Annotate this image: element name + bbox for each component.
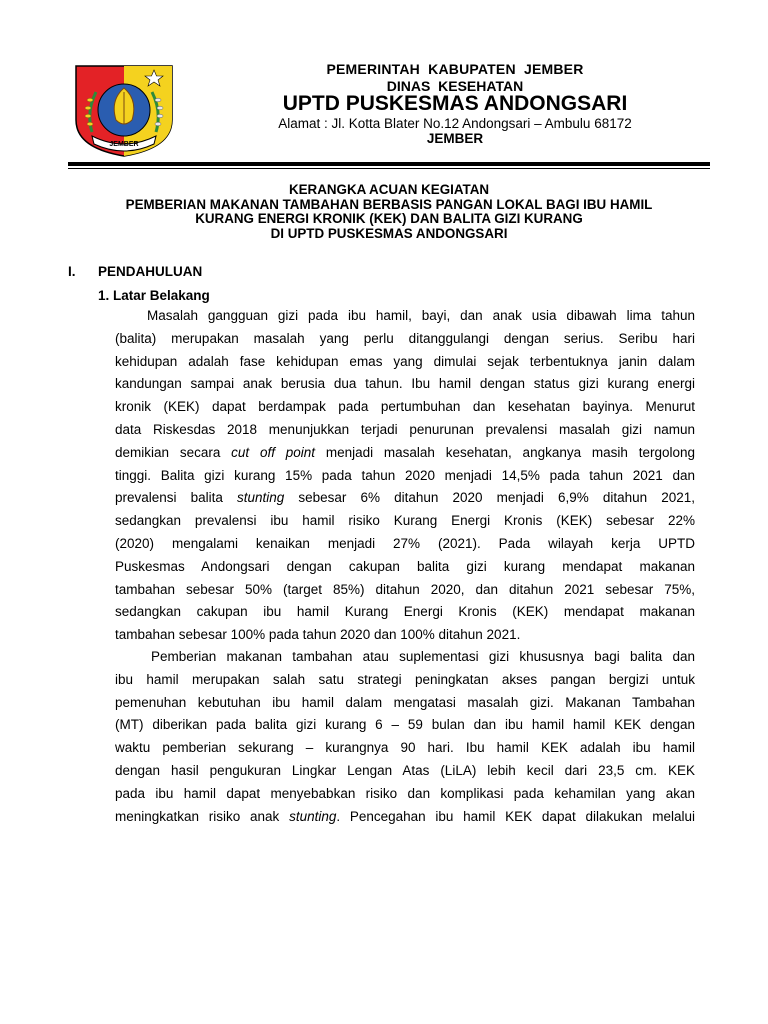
italic-term: stunting — [289, 808, 337, 824]
text-line: tambahan sebesar 50% (target 85%) ditahun 2020, dan ditahun 2021 sebesar 75%, — [115, 581, 695, 597]
text-line: Masalah gangguan gizi pada ibu hamil, bayi, dan anak usia dibawah lima tahun — [147, 308, 695, 323]
text-line: (2020) mengalami kenaikan menjadi 27% (2021). Pada wilayah kerja UPTD — [115, 535, 695, 551]
letterhead-divider-thin — [68, 168, 710, 169]
text-line: (balita) merupakan masalah yang perlu ditanggulangi dengan serius. Seribu hari — [115, 330, 695, 346]
paragraph-background-2 — [115, 646, 695, 828]
text-line: (MT) diberikan pada balita gizi kurang 6 – 59 bulan dan ibu hamil hamil KEK dengan — [115, 717, 695, 733]
jember-regency-emblem-icon — [72, 62, 176, 158]
institution-city: JEMBER — [426, 131, 484, 146]
title-line-2: PEMBERIAN MAKANAN TAMBAHAN BERBASIS PANGAN LOKAL BAGI IBU HAMIL — [125, 196, 653, 212]
text-line: waktu pemberian sekurang – kurangnya 90 hari. Ibu hamil KEK adalah ibu hamil — [115, 740, 695, 756]
section-number: I. — [68, 264, 76, 279]
logo-ribbon-text: JEMBER — [109, 141, 139, 148]
text-line: kandungan sampai anak berusia dua tahun. Ibu hamil dengan status gizi kurang energi — [115, 376, 695, 392]
text-line: ibu hamil merupakan salah satu strategi peningkatan akses pangan bergizi untuk — [115, 671, 695, 687]
text-line: dengan hasil pengukuran Lingkar Lengan Atas (LiLA) lebih kecil dari 23,5 cm. KEK — [115, 762, 695, 778]
text-line — [115, 442, 695, 465]
title-line-4: DI UPTD PUSKESMAS ANDONGSARI — [270, 226, 508, 242]
text-line: tinggi. Balita gizi kurang 15% pada tahun 2020 menjadi 14,5% pada tahun 2021 dan — [115, 467, 695, 483]
subsection-heading: 1. Latar Belakang — [98, 288, 210, 303]
italic-term: stunting — [237, 490, 285, 506]
section-title: PENDAHULUAN — [98, 264, 203, 279]
institution-name: UPTD PUSKESMAS ANDONGSARI — [282, 92, 628, 115]
text-line: sedangkan prevalensi ibu hamil risiko Kurang Energi Kronis (KEK) sebesar 22% — [115, 513, 695, 529]
document-title — [68, 183, 710, 242]
government-line: PEMERINTAH KABUPATEN JEMBER — [326, 61, 584, 77]
text-segment: meningkatkan risiko anak — [115, 808, 290, 824]
text-line: data Riskesdas 2018 menunjukkan terjadi penurunan prevalensi masalah gizi namun — [115, 421, 695, 437]
text-line: tambahan sebesar 100% pada tahun 2020 dan 100% ditahun 2021. — [115, 627, 521, 643]
letterhead — [0, 0, 768, 170]
text-line: sedangkan cakupan ibu hamil Kurang Energi Kronis (KEK) mendapat makanan — [115, 604, 695, 620]
text-line: pemenuhan kebutuhan ibu hamil dalam mengatasi masalah gizi. Makanan Tambahan — [115, 694, 695, 710]
text-segment: menjadi masalah kesehatan, angkanya masih tergolong — [315, 444, 695, 460]
text-line — [115, 487, 695, 510]
text-line: kronik (KEK) dapat berdampak pada pertumbuhan dan kesehatan bayinya. Menurut — [115, 399, 695, 415]
text-line — [115, 806, 695, 829]
italic-term: cut off point — [231, 444, 316, 460]
text-segment: demikian secara — [115, 444, 232, 460]
paragraph-background-1 — [115, 305, 695, 647]
text-line: pada ibu hamil dapat menyebabkan risiko dan komplikasi pada kehamilan yang akan — [115, 785, 695, 801]
text-line: Pemberian makanan tambahan atau suplementasi gizi khususnya bagi balita dan — [151, 649, 695, 664]
text-line: kehidupan adalah fase kehidupan emas yang dimulai sejak terbentuknya janin dalam — [115, 353, 695, 369]
text-segment: . Pencegahan ibu hamil KEK dapat dilakukan melalui — [336, 808, 695, 824]
title-line-3: KURANG ENERGI KRONIK (KEK) DAN BALITA GIZI KURANG — [195, 211, 583, 227]
title-line-1: KERANGKA ACUAN KEGIATAN — [288, 182, 490, 197]
institution-address: Alamat : Jl. Kotta Blater No.12 Andongsari – Ambulu 68172 — [278, 116, 632, 131]
text-line: Puskesmas Andongsari dengan cakupan balita gizi kurang mendapat makanan — [115, 558, 695, 574]
department-line: DINAS KESEHATAN — [386, 78, 524, 94]
text-segment: prevalensi balita — [115, 490, 237, 506]
letterhead-divider-thick — [68, 162, 710, 166]
text-segment: sebesar 6% ditahun 2020 menjadi 6,9% ditahun 2021, — [284, 490, 695, 506]
